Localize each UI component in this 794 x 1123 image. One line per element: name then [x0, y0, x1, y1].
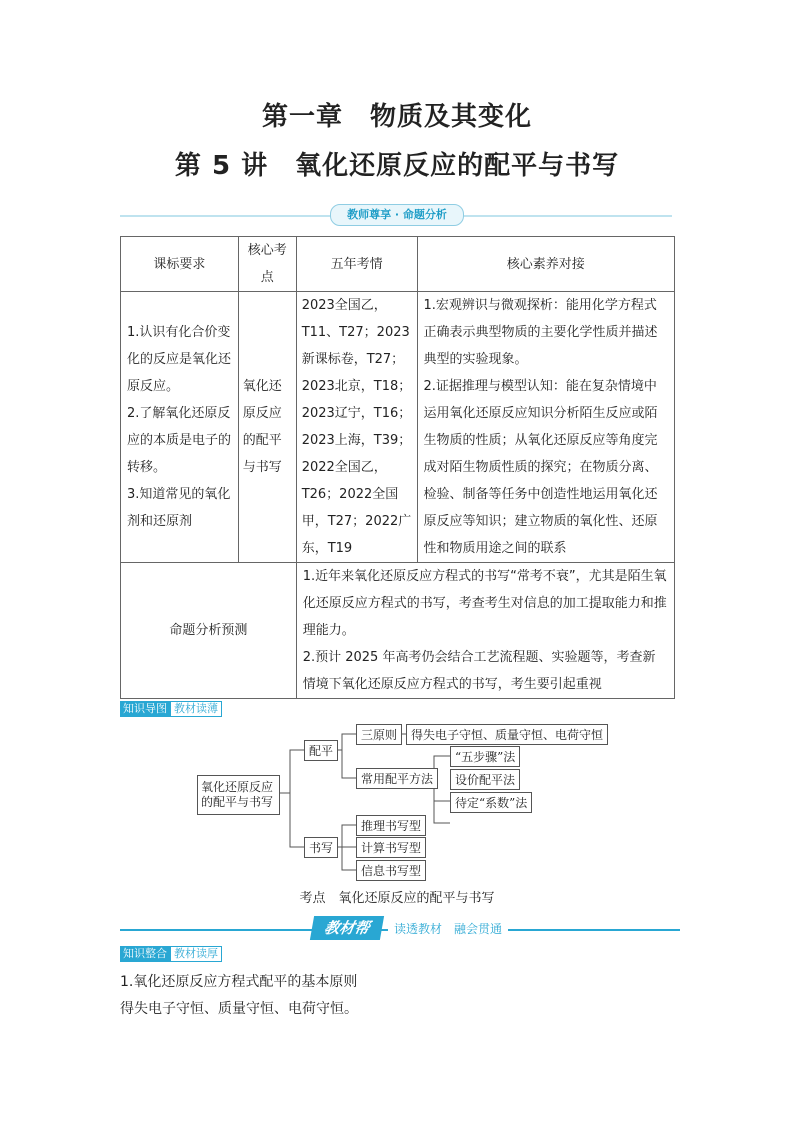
table-header-row — [121, 237, 675, 292]
literacy-item: 1.宏观辨识与微观探析：能用化学方程式正确表示典型物质的主要化学性质并描述典型的实验现象。 — [423, 298, 658, 367]
tag-secondary: 教材读薄 — [170, 701, 222, 717]
tag-primary: 知识整合 — [120, 946, 170, 962]
topic-caption: 考点 氧化还原反应的配平与书写 — [299, 891, 495, 906]
mindmap-writing-item: 信息书写型 — [356, 860, 426, 881]
knowledge-map-tag — [120, 701, 222, 717]
table-row — [121, 563, 675, 699]
mindmap-method-item: 待定“系数”法 — [450, 792, 532, 813]
mindmap-writing: 书写 — [304, 837, 338, 858]
prediction-label: 命题分析预测 — [121, 563, 297, 699]
mindmap-balance: 配平 — [304, 740, 338, 761]
teacher-banner — [120, 204, 672, 230]
header-curriculum: 课标要求 — [121, 237, 239, 292]
prediction-item: 1.近年来氧化还原反应方程式的书写“常考不衰”，尤其是陌生氧化还原反应方程式的书写，考查考生对信息的加工提取能力和推理能力。 — [302, 569, 667, 638]
header-exam-history: 五年考情 — [296, 237, 417, 292]
mindmap-writing-item: 计算书写型 — [356, 837, 426, 858]
prediction-cell — [296, 563, 674, 699]
chapter-title: 第一章 物质及其变化 — [261, 102, 532, 132]
textbook-band — [120, 916, 680, 942]
analysis-table — [120, 236, 675, 699]
exam-history-cell: 2023全国乙，T11、T27；2023新课标卷，T27；2023北京，T18；2023辽宁，T16；2023上海，T39；2022全国乙，T26；2022全国甲，T27；2022广东，T19 — [296, 292, 417, 563]
literacy-item: 2.证据推理与模型认知：能在复杂情境中运用氧化还原反应知识分析陌生反应或陌生物质的性质；从氧化还原反应等角度完成对陌生物质性质的探究；在物质分离、检验、制备等任务中创造性地运用氧化还原反应等知识；建立物质的氧化性、还原性和物质用途之间的联系 — [423, 379, 658, 556]
curriculum-item: 3.知道常见的氧化剂和还原剂 — [127, 487, 231, 529]
curriculum-cell — [121, 292, 239, 563]
mindmap-root: 氧化还原反应的配平与书写 — [197, 775, 280, 815]
header-core-topic: 核心考点 — [238, 237, 296, 292]
tag-secondary: 教材读厚 — [170, 946, 222, 962]
tag-primary: 知识导图 — [120, 701, 170, 717]
curriculum-item: 1.认识有化合价变化的反应是氧化还原反应。 — [127, 325, 232, 394]
curriculum-item: 2.了解氧化还原反应的本质是电子的转移。 — [127, 406, 232, 475]
mindmap-writing-item: 推理书写型 — [356, 815, 426, 836]
mindmap-method-item: 设价配平法 — [450, 769, 520, 790]
mindmap-method-item: “五步骤”法 — [450, 746, 520, 767]
section-body: 得失电子守恒、质量守恒、电荷守恒。 — [120, 1001, 358, 1017]
mindmap-methods: 常用配平方法 — [356, 768, 438, 789]
band-title: 教材帮 — [310, 916, 384, 940]
mindmap-principles-detail: 得失电子守恒、质量守恒、电荷守恒 — [406, 724, 608, 745]
table-row — [121, 292, 675, 563]
band-subtitle: 读透教材 融会贯通 — [388, 919, 508, 939]
section-heading: 1.氧化还原反应方程式配平的基本原则 — [120, 974, 358, 990]
mindmap-principles: 三原则 — [356, 724, 402, 745]
banner-label: 教师尊享 · 命题分析 — [330, 204, 464, 226]
lecture-title: 第 5 讲 氧化还原反应的配平与书写 — [174, 151, 620, 181]
header-literacy: 核心素养对接 — [417, 237, 674, 292]
core-topic-cell: 氧化还原反应的配平与书写 — [238, 292, 296, 563]
literacy-cell — [417, 292, 674, 563]
knowledge-integrate-tag — [120, 946, 222, 962]
prediction-item: 2.预计 2025 年高考仍会结合工艺流程题、实验题等，考查新情境下氧化还原反应方程式的书写，考生要引起重视 — [302, 650, 656, 692]
